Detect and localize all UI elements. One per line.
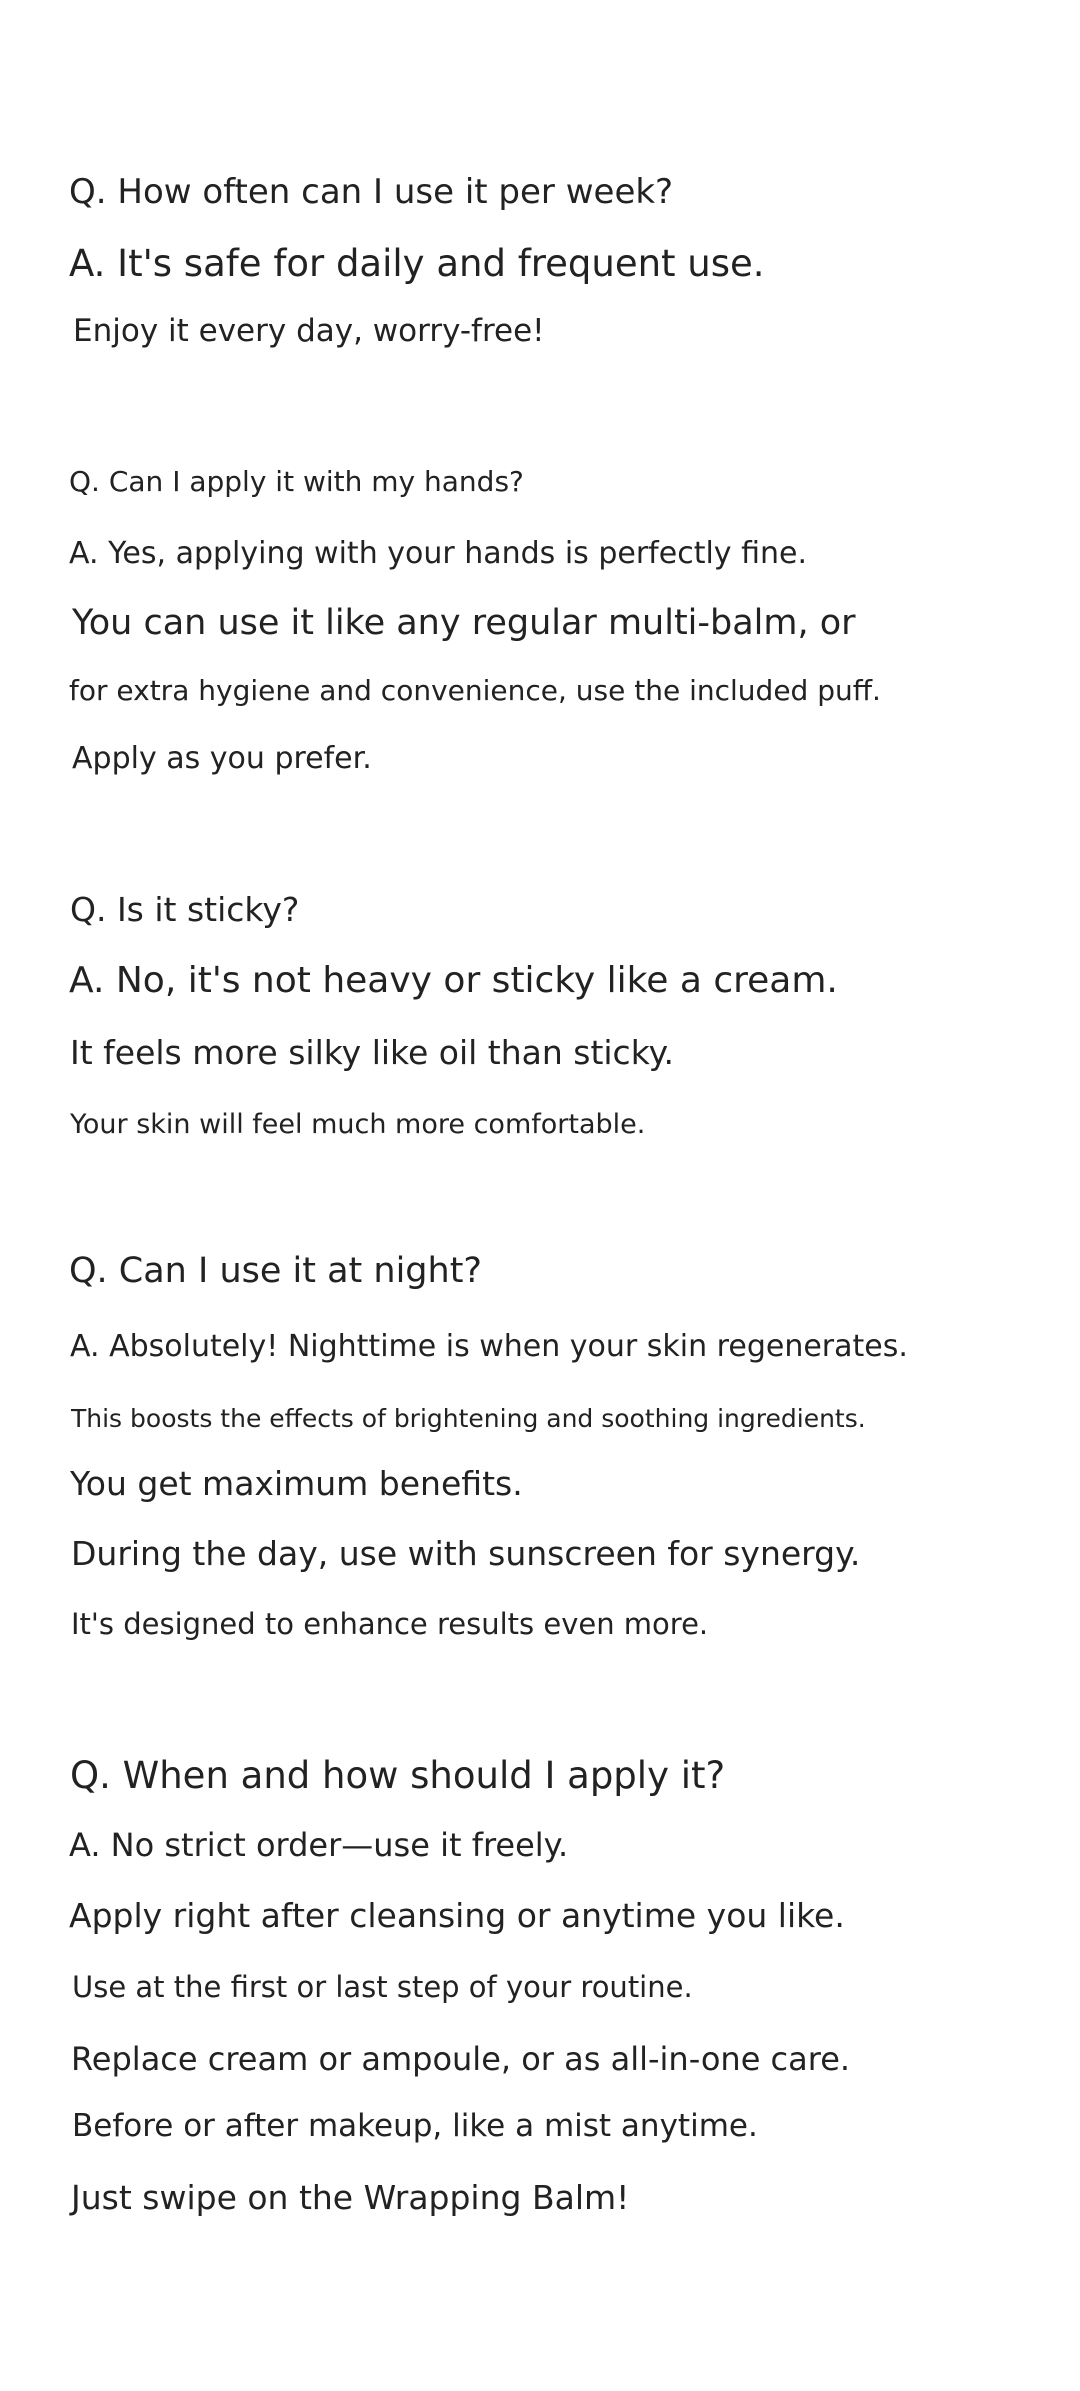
faq-answer: A. Absolutely! Nighttime is when your skin regenerates.: [70, 1329, 908, 1364]
faq-question: Q. How often can I use it per week?: [69, 172, 674, 212]
faq-detail: Before or after makeup, like a mist anytime.: [72, 2108, 758, 2144]
faq-detail: It feels more silky like oil than sticky.: [70, 1033, 674, 1072]
faq-detail: It's designed to enhance results even more.: [71, 1607, 709, 1641]
faq-detail: You can use it like any regular multi-balm, or: [72, 603, 856, 643]
faq-detail: Apply right after cleansing or anytime you like.: [69, 1896, 845, 1935]
faq-question: Q. Is it sticky?: [70, 890, 300, 929]
faq-question: Q. When and how should I apply it?: [70, 1754, 726, 1797]
faq-question: Q. Can I use it at night?: [69, 1251, 482, 1291]
faq-detail: Just swipe on the Wrapping Balm!: [71, 2178, 630, 2217]
faq-detail: During the day, use with sunscreen for synergy.: [71, 1534, 861, 1573]
faq-answer: A. Yes, applying with your hands is perfectly fine.: [69, 536, 807, 571]
faq-detail: Replace cream or ampoule, or as all-in-one care.: [71, 2040, 851, 2078]
faq-question: Q. Can I apply it with my hands?: [69, 465, 524, 498]
faq-answer: A. No, it's not heavy or sticky like a cream.: [69, 960, 838, 1001]
faq-detail: This boosts the effects of brightening and soothing ingredients.: [71, 1404, 866, 1433]
faq-answer: A. It's safe for daily and frequent use.: [69, 242, 765, 285]
faq-detail: Apply as you prefer.: [72, 741, 372, 776]
faq-detail: You get maximum benefits.: [70, 1464, 523, 1503]
faq-detail: Use at the first or last step of your routine.: [72, 1970, 693, 2004]
faq-detail: Your skin will feel much more comfortable.: [70, 1109, 646, 1140]
faq-answer: A. No strict order—use it freely.: [69, 1826, 569, 1864]
faq-detail: for extra hygiene and convenience, use the included puff.: [69, 674, 881, 707]
faq-detail: Enjoy it every day, worry-free!: [73, 313, 545, 349]
